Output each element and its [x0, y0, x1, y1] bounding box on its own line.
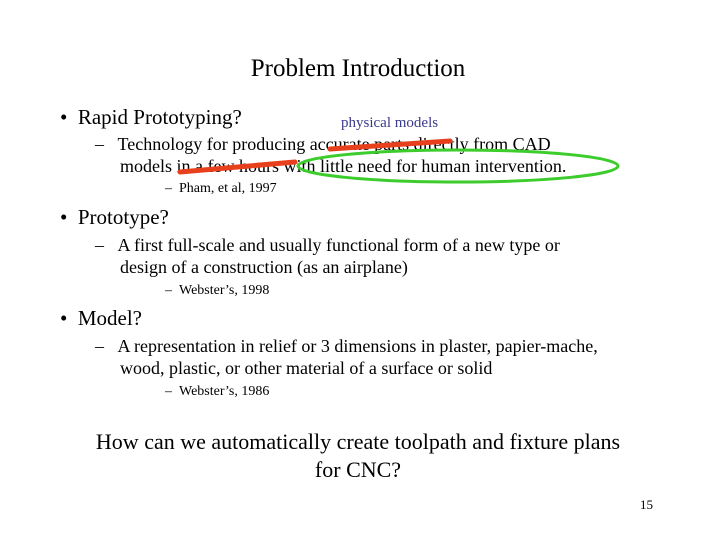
- slide-title: Problem Introduction: [250, 55, 466, 82]
- question-line-2: for CNC?: [314, 457, 402, 482]
- sub-text: A representation in relief or 3 dimensions in plaster, papier-mache,: [117, 336, 598, 356]
- sub-text-cont: design of a construction (as an airplane): [120, 257, 408, 277]
- bullet-prototype: • Prototype?: [60, 205, 169, 229]
- highlight-circle: [298, 150, 618, 182]
- citation: – Webster’s, 1986: [165, 384, 270, 399]
- bullet-rapid-prototyping: • Rapid Prototyping?: [60, 105, 242, 129]
- sub-bullet: – A representation in relief or 3 dimensions in plaster, papier-mache,: [95, 336, 598, 356]
- bullet-model: • Model?: [60, 306, 143, 330]
- sub-bullet: – Technology for producing accurate parts directly from CAD: [95, 134, 551, 154]
- question-line-1: How can we automatically create toolpath and fixture plans: [95, 429, 621, 454]
- citation: – Webster’s, 1998: [165, 283, 270, 298]
- sub-bullet: – A first full-scale and usually functional form of a new type or: [95, 235, 560, 255]
- strike-accurate-parts: [330, 141, 450, 149]
- strike-few-hours: [180, 162, 295, 172]
- citation: – Pham, et al, 1997: [165, 181, 277, 196]
- sub-text: Technology for producing accurate parts directly from CAD: [117, 134, 551, 154]
- cite-text: Webster’s, 1986: [179, 384, 270, 399]
- bullet-label: Model?: [77, 306, 143, 330]
- bullet-label: Prototype?: [77, 205, 169, 229]
- cite-text: Webster’s, 1998: [179, 283, 270, 298]
- sub-text: A first full-scale and usually functional form of a new type or: [117, 235, 560, 255]
- sub-text-cont: models in a few hours with little need for human intervention.: [120, 156, 567, 176]
- cite-text: Pham, et al, 1997: [179, 181, 277, 196]
- page-number: 15: [640, 497, 653, 512]
- bullet-label: Rapid Prototyping?: [77, 105, 242, 129]
- sub-text-cont: wood, plastic, or other material of a surface or solid: [120, 358, 493, 378]
- handwritten-note: physical models: [341, 115, 439, 131]
